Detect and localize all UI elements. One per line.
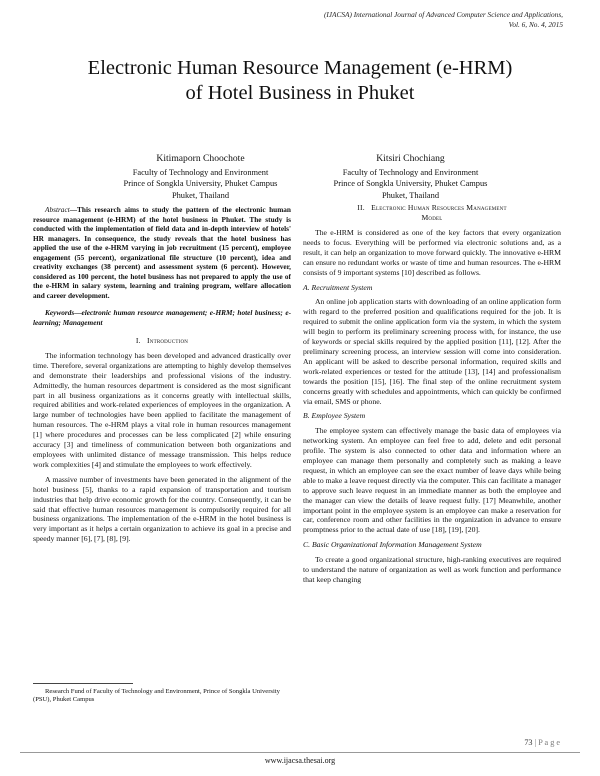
keywords-label: Keywords [45,308,75,317]
right-column [303,203,561,590]
running-header [324,10,563,29]
subsection-heading-employee: B. Employee System [303,411,366,421]
section-title-line-2: Model [421,213,443,222]
author-name: Kitsiri Chochiang [376,153,445,164]
author-university: Prince of Songkla University, Phuket Campus [333,179,488,189]
paper-title [40,56,560,106]
section-heading-ehrm-model [303,203,561,223]
subsection-heading-recruitment: A. Recruitment System [303,282,373,292]
title-line-2: of Hotel Business in Phuket [185,82,415,104]
author-location: Phuket, Thailand [381,190,440,200]
subsection-heading-organization-info: C. Basic Organizational Information Management System [303,540,482,550]
author-name: Kitimaporn Choochote [156,153,245,164]
footer-rule [20,752,580,753]
keywords-text: —electronic human resource management; e-HRM; hotel business; e-learning; Management [33,308,291,327]
journal-name: (IJACSA) International Journal of Advanced Computer Science and Applications, [323,10,563,19]
abstract [33,205,291,300]
title-line-1: Electronic Human Resource Management (e-HRM) [87,57,513,79]
section-title: Introduction [147,336,189,345]
page-number-separator: | [534,738,537,747]
left-column [33,205,291,549]
intro-paragraph-2: A massive number of investments have been generated in the alignment of the hotel business [5], thanks to a rapid expansion of transportation and tourism industries that help drive economic growth for the country. Consequently, it can be said that effective human resources management is compulsorily required for all business organizations. The implementation of the e-HRM in the hotel business is very important as it helps a certain organization to achieve its goal in a precise and speedy manner [6], [7], [8], [9]. [33,474,291,544]
author-block-2 [308,153,513,201]
footer-url[interactable]: www.ijacsa.thesai.org [264,756,336,765]
footnote-rule [33,683,133,684]
intro-paragraph-1: The information technology has been developed and advanced drastically over time. Therefore, several organizations are attempting to highly develop themselves and demonstrate their leaderships and professional visions of the industry. Admittedly, the human resources department is considered as the most significant part in all business organizations as it concerns greatly with intellectual skills, required abilities and work-related experiences of employees in the organization. A large number of technologies have been applied to facilitate the management of human resources. The e-HRM plays a vital role in human resources management [1] where procedures and processes can be less complicated [2] while ensuring accuracy [3] and timeliness of communication between both organizations and employees with unlimited distance of message transmission. This helps reduce work complexities [4] and stimulate the employees to work effectively. [33,350,291,469]
organization-info-paragraph: To create a good organizational structure, high-ranking executives are required to understand the nature of organization as well as work function and performance that keep changing [303,555,561,584]
author-department: Faculty of Technology and Environment [342,168,479,177]
abstract-label: Abstract [45,205,70,214]
employee-paragraph: The employee system can effectively manage the basic data of employees via networking system. An employee can feel free to add, delete and edit personal profile. The system is also connected to other data and information where an employee can manage them personally and completely such as making a leave request, in which an employee can see the exact number of leave days while being able to make a leave request directly via the computer. This can facilitate a manager to approve such leave request in an immediate manner as both the employee and the manager can view the details of leave request fully. [17] Meanwhile, another important point in the employee system is an employee can make a reservation for car, conference room and other facilities in the organization in advance to ensure promptness prior to the actual date of use [18], [19], [20]. [303,426,561,535]
section-number: I. [135,336,141,345]
section-heading-introduction [33,336,291,346]
volume-info: Vol. 6, No. 4, 2015 [508,19,563,29]
section-title-line-1: Electronic Human Resources Management [371,203,507,212]
model-paragraph: The e-HRM is considered as one of the key factors that every organization needs to focus. Everything will be performed via electronic solutions and, as a result, it can help an organization to move forward quickly. The innovative e-HRM can ensure no redundant works or waste of time and human resources. The e-HRM consists of 9 important systems [10] described as follows. [303,228,561,277]
page-label: P a g e [538,738,560,747]
author-location: Phuket, Thailand [171,190,230,200]
keywords [33,308,291,327]
page-number-value: 73 [524,738,533,747]
page-number [524,738,560,747]
author-department: Faculty of Technology and Environment [132,168,269,177]
abstract-text: —This research aims to study the pattern of the electronic human resource management (e-HRM) of the hotel business in Phuket. The study is conducted with the implementation of field data and in-depth interview of hotels' HR managers. In consequence, the study reveals that the hotel business has applied the use of the e-HRM varying in job recruitment (15 percent), employee engagement (55 percent), organizational file structure (10 percent), idea and creativity exchanges (38 percent) and assessment system (6 percent). However, considered as 100 percent, the hotel business has not prepared to apply the use of the e-HRM in salary system, learning and training program, welfare allocation and career development. [33,205,291,300]
author-block-1 [98,153,303,201]
author-university: Prince of Songkla University, Phuket Campus [123,179,278,189]
footnote: Research Fund of Faculty of Technology and Environment, Prince of Songkla University (PSU), Phuket Campus [33,688,280,704]
recruitment-paragraph: An online job application starts with downloading of an online application form with regard to the preferred position and qualifications required for the job. It is required to submit the online application form via the system, in which the system will begin to perform its preliminary screening process with, for instance, the use of keywords or special skills required by the applied position [11], [12]. After the preliminary screening process, an interview session will come into consideration. An applicant will be asked to describe personal information, required skills and work-related experiences or tested for the attitude [13], [14] and professionalism towards the position [15], [16]. The final step of the online recruitment system concerns greatly with schedules and appointments, which can quickly be confirmed via email, SMS or phone. [303,297,561,406]
section-number: II. [357,203,365,212]
